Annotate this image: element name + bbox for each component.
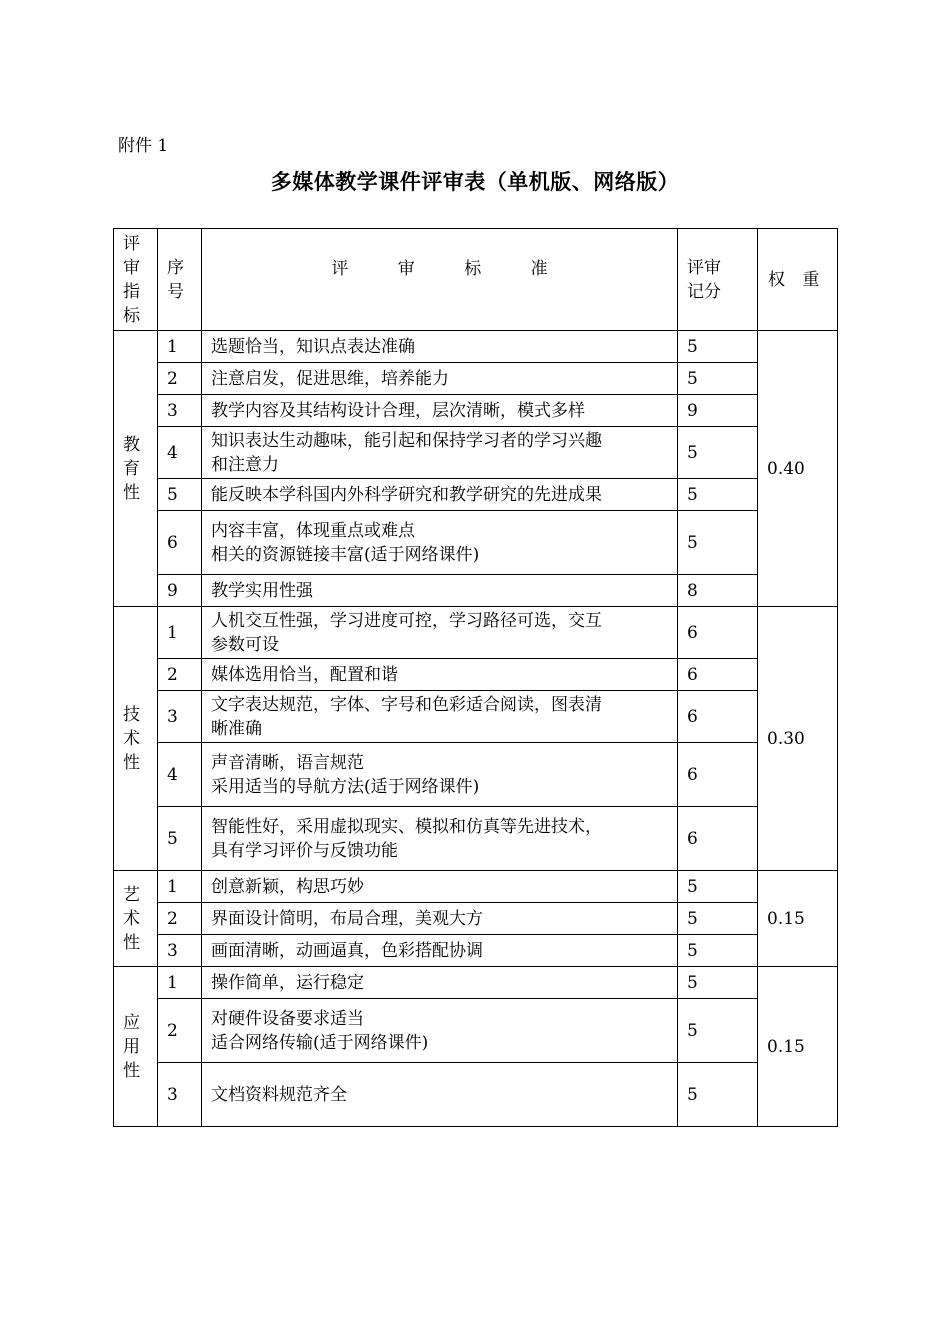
table-row: [114, 575, 838, 607]
standard-line: 教学内容及其结构设计合理，层次清晰，模式多样: [211, 400, 585, 421]
header-standard-char: 审: [397, 259, 415, 279]
standard-line: 知识表达生动趣味，能引起和保持学习者的学习兴趣: [211, 430, 602, 451]
seq-cell: 4: [158, 743, 202, 807]
table-header-row: [114, 229, 838, 331]
table-row: [114, 511, 838, 575]
indicator-char: 性: [123, 1060, 140, 1081]
table-row: [114, 395, 838, 427]
seq-cell: 6: [158, 511, 202, 575]
header-standard-char: 评: [331, 259, 349, 279]
header-score-line: 记分: [687, 281, 721, 302]
indicator-char: 性: [123, 482, 140, 503]
seq-cell: 3: [158, 395, 202, 427]
seq-cell: 4: [158, 427, 202, 479]
indicator-char: 育: [123, 458, 140, 479]
table-row: [114, 427, 838, 479]
review-table: [113, 228, 838, 1127]
standard-cell: [202, 479, 678, 511]
weight-cell: 0.30: [758, 607, 838, 871]
standard-line: 适合网络传输(适于网络课件): [211, 1032, 429, 1053]
standard-cell: [202, 871, 678, 903]
table-row: [114, 999, 838, 1063]
review-table-body: [114, 229, 838, 1127]
score-cell: 6: [678, 807, 758, 871]
seq-cell: 3: [158, 935, 202, 967]
standard-line: 创意新颖，构思巧妙: [211, 876, 364, 897]
standard-cell: [202, 1063, 678, 1127]
header-seq-char: 号: [167, 281, 184, 302]
header-standard-char: 标: [464, 259, 482, 279]
score-cell: 6: [678, 659, 758, 691]
indicator-char: 应: [123, 1012, 140, 1033]
score-cell: 6: [678, 743, 758, 807]
indicator-char: 术: [123, 728, 140, 749]
standard-cell: [202, 807, 678, 871]
header-score-line: 评审: [687, 257, 721, 278]
standard-cell: [202, 743, 678, 807]
weight-cell: 0.15: [758, 871, 838, 967]
table-row: [114, 607, 838, 659]
standard-line: 人机交互性强，学习进度可控，学习路径可选，交互: [211, 610, 602, 631]
standard-cell: [202, 607, 678, 659]
standard-cell: [202, 575, 678, 607]
header-standard-char: 准: [530, 259, 548, 279]
standard-line: 选题恰当，知识点表达准确: [211, 336, 415, 357]
standard-line: 具有学习评价与反馈功能: [211, 840, 398, 861]
indicator-cell: [114, 331, 158, 607]
standard-line: 媒体选用恰当，配置和谐: [211, 664, 398, 685]
seq-cell: 3: [158, 691, 202, 743]
standard-cell: [202, 331, 678, 363]
standard-line: 文档资料规范齐全: [211, 1084, 347, 1105]
table-row: [114, 479, 838, 511]
seq-cell: 2: [158, 363, 202, 395]
table-row: [114, 967, 838, 999]
standard-line: 晰准确: [211, 718, 262, 739]
attachment-label: 附件 1: [118, 136, 169, 156]
table-row: [114, 1063, 838, 1127]
indicator-char: 艺: [123, 884, 140, 905]
weight-cell: 0.15: [758, 967, 838, 1127]
score-cell: 5: [678, 967, 758, 999]
seq-cell: 2: [158, 903, 202, 935]
table-row: [114, 871, 838, 903]
table-row: [114, 363, 838, 395]
header-standard: [202, 229, 678, 331]
seq-cell: 2: [158, 659, 202, 691]
score-cell: 6: [678, 607, 758, 659]
standard-line: 采用适当的导航方法(适于网络课件): [211, 776, 480, 797]
score-cell: 5: [678, 363, 758, 395]
seq-cell: 1: [158, 331, 202, 363]
standard-cell: [202, 659, 678, 691]
header-indicator-char: 指: [123, 281, 140, 302]
table-row: [114, 935, 838, 967]
seq-cell: 1: [158, 871, 202, 903]
score-cell: 5: [678, 479, 758, 511]
standard-cell: [202, 999, 678, 1063]
indicator-char: 术: [123, 908, 140, 929]
seq-cell: 1: [158, 967, 202, 999]
standard-cell: [202, 691, 678, 743]
score-cell: 5: [678, 1063, 758, 1127]
standard-line: 内容丰富，体现重点或难点: [211, 520, 415, 541]
standard-cell: [202, 511, 678, 575]
indicator-char: 教: [123, 434, 140, 455]
table-row: [114, 903, 838, 935]
score-cell: 9: [678, 395, 758, 427]
indicator-cell: [114, 967, 158, 1127]
score-cell: 8: [678, 575, 758, 607]
standard-line: 画面清晰，动画逼真，色彩搭配协调: [211, 940, 483, 961]
standard-line: 和注意力: [211, 454, 279, 475]
table-row: [114, 331, 838, 363]
score-cell: 5: [678, 871, 758, 903]
standard-line: 声音清晰，语言规范: [211, 752, 364, 773]
standard-line: 相关的资源链接丰富(适于网络课件): [211, 544, 480, 565]
standard-cell: [202, 395, 678, 427]
score-cell: 5: [678, 935, 758, 967]
indicator-char: 用: [123, 1036, 140, 1057]
table-row: [114, 691, 838, 743]
header-score: [678, 229, 758, 331]
document-title: 多媒体教学课件评审表（单机版、网络版）: [270, 169, 680, 194]
header-weight: [758, 229, 838, 331]
seq-cell: 1: [158, 607, 202, 659]
header-seq: [158, 229, 202, 331]
header-indicator-char: 标: [123, 305, 140, 326]
indicator-char: 性: [123, 752, 140, 773]
header-indicator-char: 审: [123, 257, 140, 278]
standard-cell: [202, 363, 678, 395]
standard-line: 教学实用性强: [211, 580, 313, 601]
header-seq-char: 序: [167, 257, 184, 278]
seq-cell: 5: [158, 807, 202, 871]
standard-line: 注意启发，促进思维，培养能力: [211, 368, 449, 389]
standard-cell: [202, 967, 678, 999]
standard-line: 界面设计简明，布局合理，美观大方: [211, 908, 483, 929]
indicator-cell: [114, 607, 158, 871]
score-cell: 6: [678, 691, 758, 743]
seq-cell: 3: [158, 1063, 202, 1127]
standard-line: 对硬件设备要求适当: [211, 1008, 364, 1029]
score-cell: 5: [678, 999, 758, 1063]
header-indicator-char: 评: [123, 233, 140, 254]
indicator-cell: [114, 871, 158, 967]
indicator-char: 技: [123, 704, 140, 725]
seq-cell: 5: [158, 479, 202, 511]
standard-line: 文字表达规范，字体、字号和色彩适合阅读，图表清: [211, 694, 602, 715]
standard-cell: [202, 903, 678, 935]
header-weight-char: 权: [768, 269, 785, 290]
indicator-char: 性: [123, 932, 140, 953]
seq-cell: 9: [158, 575, 202, 607]
score-cell: 5: [678, 903, 758, 935]
table-row: [114, 743, 838, 807]
standard-line: 操作简单，运行稳定: [211, 972, 364, 993]
score-cell: 5: [678, 511, 758, 575]
standard-cell: [202, 427, 678, 479]
score-cell: 5: [678, 331, 758, 363]
table-row: [114, 659, 838, 691]
score-cell: 5: [678, 427, 758, 479]
standard-line: 参数可设: [211, 634, 279, 655]
header-indicator: [114, 229, 158, 331]
standard-line: 能反映本学科国内外科学研究和教学研究的先进成果: [211, 484, 602, 505]
header-weight-char: 重: [802, 269, 820, 290]
table-row: [114, 807, 838, 871]
seq-cell: 2: [158, 999, 202, 1063]
standard-cell: [202, 935, 678, 967]
weight-cell: 0.40: [758, 331, 838, 607]
standard-line: 智能性好，采用虚拟现实、模拟和仿真等先进技术，: [211, 816, 602, 837]
